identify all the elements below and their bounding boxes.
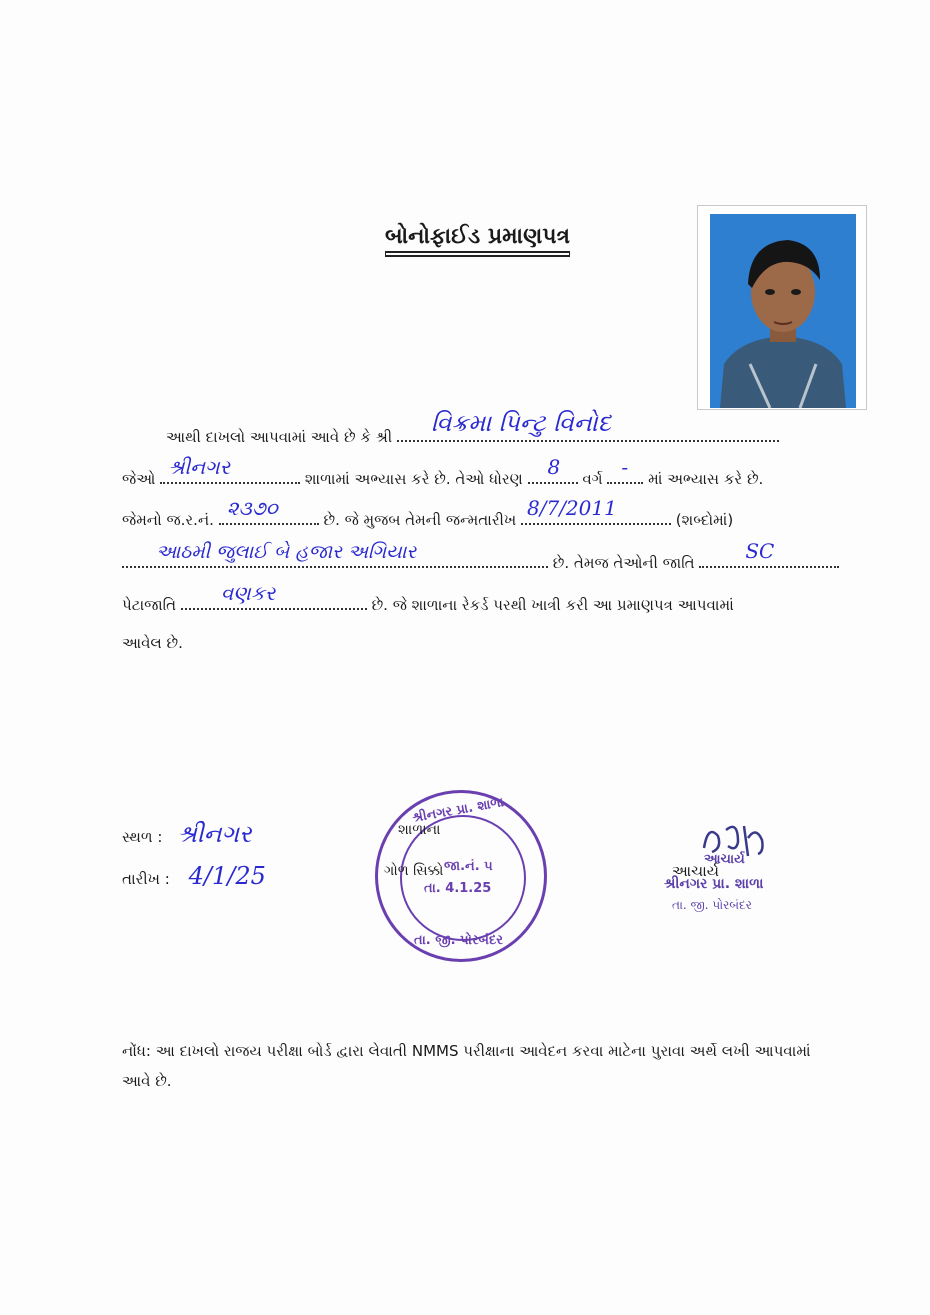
line3-mid: છે. જે મુજબ તેમની જન્મતારીખ	[323, 511, 517, 529]
class-value: -	[621, 455, 629, 479]
principal-label: આચાર્ય	[672, 862, 720, 880]
seal-label-2: ગોળ સિક્કો	[384, 863, 444, 879]
line-1	[166, 409, 779, 446]
line2-varg: વર્ગ	[582, 470, 603, 488]
date-value: 4/1/25	[188, 862, 266, 890]
seal-mid-text-1: જા.નં. ૫	[444, 859, 493, 874]
dob: 8/7/2011	[527, 496, 617, 520]
line3-suffix: (શબ્દોમાં)	[675, 511, 734, 529]
student-name-field	[397, 409, 779, 442]
school-name: શ્રીનગર	[168, 455, 230, 479]
caste-field	[699, 539, 839, 568]
line-6: આવેલ છે.	[122, 634, 183, 652]
place-value: શ્રીનગર	[177, 820, 252, 848]
class-field	[607, 455, 643, 484]
student-name: વિક્રમા પિન્ટુ વિનોદ	[430, 409, 612, 437]
line-4	[122, 539, 839, 572]
seal-bottom-text: તા. જી. પોરબંદર	[414, 933, 503, 948]
line2-prefix: જેઓ	[122, 470, 156, 488]
student-photo	[697, 205, 867, 410]
line2-suffix: માં અભ્યાસ કરે છે.	[648, 470, 764, 488]
dob-field	[521, 496, 671, 525]
line-3	[122, 496, 734, 529]
line-2	[122, 455, 764, 488]
seal-mid-text-2: તા. 4.1.25	[424, 881, 492, 896]
line5-suffix: છે. જે શાળાના રેકર્ડ પરથી ખાત્રી કરી આ પ્રમાણપત્ર આપવામાં	[371, 596, 734, 614]
date-row	[122, 862, 266, 890]
line2-mid: શાળામાં અભ્યાસ કરે છે. તેઓ ધોરણ	[304, 470, 523, 488]
line1-prefix: આથી દાખલો આપવામાં આવે છે કે શ્રી	[166, 428, 393, 446]
certificate-title: બોનોફાઈડ પ્રમાણપત્ર	[385, 224, 570, 253]
line4-mid: છે. તેમજ તેઓની જાતિ	[552, 554, 695, 572]
line5-prefix: પેટાજાતિ	[122, 596, 177, 614]
place-row	[122, 820, 252, 848]
standard-field	[528, 455, 578, 484]
seal-label-1: શાળાના	[398, 822, 441, 838]
line3-prefix: જેમનો જ.ર.નં.	[122, 511, 214, 529]
place-label: સ્થળ :	[122, 828, 163, 846]
date-label: તારીખ :	[122, 870, 170, 888]
footnote: નોંધ: આ દાખલો રાજય પરીક્ષા બોર્ડ દ્વારા લેવાતી NMMS પરીક્ષાના આવેદન કરવા માટેના પુરાવા અર્થે લખી આપવામાં આવે છે.	[122, 1042, 811, 1090]
school-name-field	[160, 455, 300, 484]
seal-top-text: શ્રીનગર પ્રા. શાળા	[411, 795, 505, 826]
subcaste: વણકર	[220, 581, 276, 605]
gr-no-field	[219, 496, 319, 525]
standard-value: 8	[547, 455, 561, 479]
subcaste-field	[181, 581, 367, 610]
gr-no: ૨૩૭૦	[226, 496, 278, 520]
line-5	[122, 581, 734, 614]
dob-words-field	[122, 541, 548, 568]
sig-stamp-line-3: તા. જી. પોરબંદર	[672, 898, 752, 912]
caste: SC	[745, 539, 775, 563]
sig-stamp-line-2: શ્રીનગર પ્રા. શાળા	[664, 876, 764, 892]
photo-portrait	[710, 214, 856, 408]
sig-stamp-line-1: આચાર્ય	[704, 852, 745, 867]
dob-words: આઠમી જુલાઈ બે હજાર અગિયાર	[156, 541, 417, 563]
